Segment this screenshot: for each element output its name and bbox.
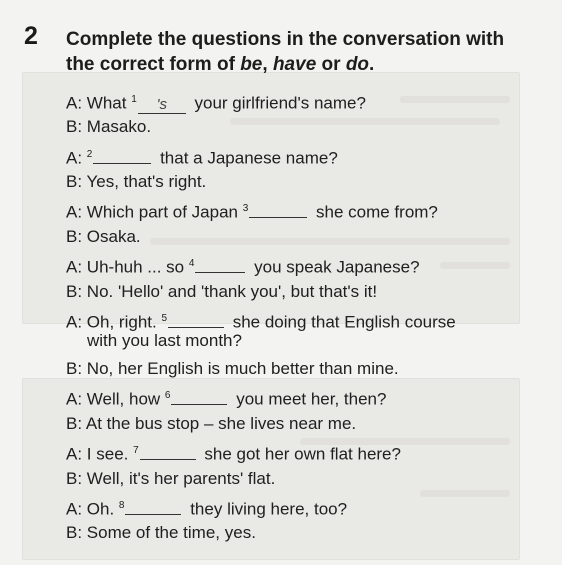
speaker-label: B: [66,359,83,378]
speaker-label: A: [66,257,83,277]
dialogue-line [66,468,275,490]
speaker-label: A: [66,202,83,222]
instruction-word-do: do [345,54,370,75]
answer-blank-8[interactable] [125,497,181,515]
question-number: 4 [188,258,195,269]
speaker-label: A: [66,148,83,168]
line-text: Oh, right. [86,312,162,332]
line-text: your girlfriend's name? [189,93,366,113]
line-text: with you last month? [87,331,242,350]
dialogue-line [66,226,141,248]
line-text: she come from? [311,202,438,222]
line-text: Which part of Japan [86,202,243,222]
line-text: Well, how [86,389,165,409]
dialogue-line [66,413,356,435]
line-text: that a Japanese name? [155,148,338,168]
answer-blank-5[interactable] [168,310,224,328]
dialogue-line [66,89,366,115]
line-text: I see. [86,444,134,464]
line-text: No. 'Hello' and 'thank you', but that's it! [86,282,378,301]
question-number: 2 [86,149,93,160]
line-text: What [86,93,132,113]
line-text: No, her English is much better than mine. [86,359,399,378]
question-number: 1 [131,94,137,105]
question-number: 6 [164,390,171,401]
speaker-label: B: [66,227,83,246]
dialogue-line [66,495,347,521]
line-text: Masako. [86,117,152,136]
line-text: Yes, that's right. [86,172,207,191]
dialogue-line [66,144,338,170]
speaker-label: A: [66,444,83,464]
instruction-word-have: have [272,54,317,75]
instruction-text: Complete the questions in the conversation with the correct form of [66,29,505,75]
line-text: Oh. [86,499,119,519]
dialogue-line [66,198,438,224]
answer-blank-4[interactable] [195,255,245,273]
speaker-label: B: [66,523,83,542]
speaker-label: B: [66,117,83,136]
instruction-word-be: be [240,54,263,75]
speaker-label: B: [66,469,83,488]
speaker-label: A: [66,93,83,113]
line-text: you meet her, then? [231,389,387,409]
line-text: they living here, too? [185,499,348,519]
speaker-label: A: [66,312,83,332]
answer-blank-2[interactable] [93,146,151,164]
instruction-separator: or [316,54,346,75]
speaker-label: B: [66,414,83,433]
question-number: 3 [242,203,249,214]
exercise-instruction [66,27,536,77]
speaker-label: B: [66,172,83,191]
answer-blank-6[interactable] [171,387,227,405]
dialogue-line [66,522,256,544]
speaker-label: A: [66,389,83,409]
question-number: 5 [161,313,167,324]
answer-blank-3[interactable] [249,200,307,218]
line-text: At the bus stop – she lives near me. [85,414,357,433]
line-text: she doing that English course [228,312,456,332]
answer-blank-7[interactable] [140,442,196,460]
line-text: Osaka. [86,227,141,246]
dialogue-line [66,171,206,193]
speaker-label: A: [66,499,83,519]
instruction-separator: , [262,54,273,75]
dialogue-line [66,440,401,466]
speaker-label: B: [66,282,83,301]
line-text: you speak Japanese? [249,257,420,277]
dialogue-line [66,281,377,303]
exercise-number: 2 [24,22,38,50]
line-text: Uh-huh ... so [86,257,189,277]
dialogue-line [66,358,399,380]
line-text: Well, it's her parents' flat. [86,469,276,488]
dialogue-line [66,116,151,138]
answer-blank-1[interactable]: 's [138,96,186,114]
question-number: 7 [133,445,139,456]
dialogue-line [66,385,386,411]
line-text: she got her own flat here? [199,444,401,464]
dialogue-line [66,253,420,279]
line-text: Some of the time, yes. [86,523,256,542]
question-number: 8 [118,500,125,511]
dialogue-line-continuation [87,330,242,352]
instruction-end: . [369,54,375,75]
